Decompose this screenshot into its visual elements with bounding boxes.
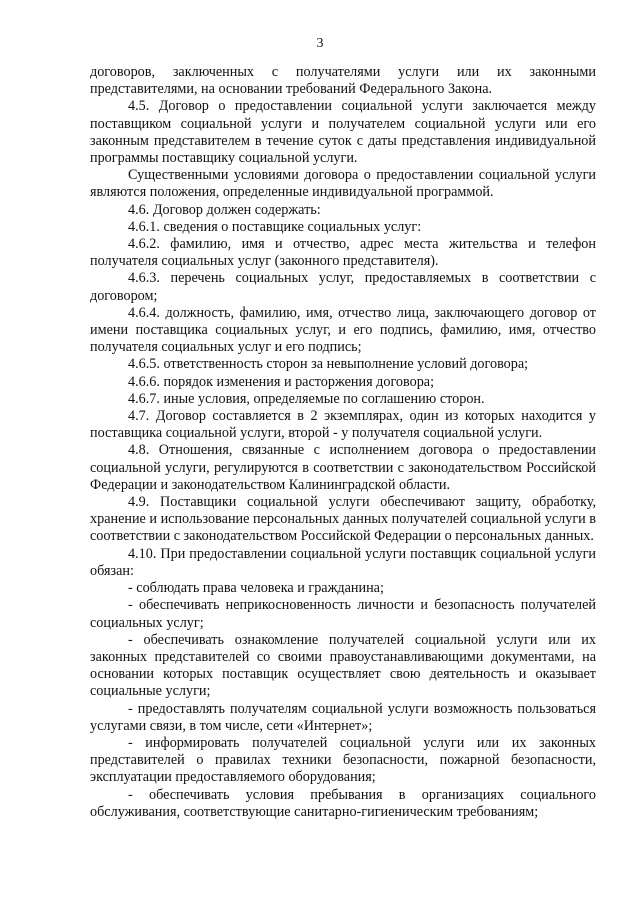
paragraph-4-8: 4.8. Отношения, связанные с исполнением договора о предоставлении социальной услуги, регулируются в соответствии с законодательством Российской Федерации и законодательством Калининградской области. (90, 442, 596, 493)
list-item: - обеспечивать неприкосновенность личности и безопасность получателей социальных услуг; (90, 597, 596, 631)
paragraph-4-6-5: 4.6.5. ответственность сторон за невыполнение условий договора; (128, 356, 529, 373)
page-number: 3 (316, 36, 324, 51)
paragraph-4-6-1: 4.6.1. сведения о поставщике социальных услуг: (128, 218, 422, 235)
paragraph-4-6: 4.6. Договор должен содержать: (128, 201, 321, 218)
list-item: - информировать получателей социальной услуги или их законных представителей о правилах техники безопасности, пожарной безопасности, эксплуатации предоставляемого оборудования; (90, 734, 596, 786)
paragraph-4-6-6: 4.6.6. порядок изменения и расторжения договора; (128, 373, 435, 390)
paragraph-4-5: 4.5. Договор о предоставлении социальной услуги заключается между поставщиком социальной услуги и получателем социальной услуги или его законным представителем в течение суток с даты представления индивидуальной программы поставщику социальной услуги. (90, 98, 596, 167)
paragraph-essential-terms: Существенными условиями договора о предоставлении социальной услуги являются положения, определенные индивидуальной программой. (90, 167, 596, 201)
list-item: - соблюдать права человека и гражданина; (128, 580, 384, 597)
list-item: - обеспечивать ознакомление получателей социальной услуги или их законных представителей со своими правоустанавливающими документами, на основании которых поставщик осуществляет свою деятельность и оказывает социальные услуги; (90, 631, 596, 700)
paragraph-4-7: 4.7. Договор составляется в 2 экземплярах, один из которых находится у поставщика социальной услуги, второй - у получателя социальной услуги. (90, 408, 596, 442)
list-item: - обеспечивать условия пребывания в организациях социального обслуживания, соответствующие санитарно-гигиеническим требованиям; (90, 786, 596, 820)
document-body (90, 64, 596, 821)
paragraph-continuation: договоров, заключенных с получателями услуги или их законными представителями, на основании требований Федерального Закона. (90, 64, 596, 98)
paragraph-4-9: 4.9. Поставщики социальной услуги обеспечивают защиту, обработку, хранение и использование персональных данных получателей социальной услуги в соответствии с законодательством Российской Федерации о персональных данных. (90, 494, 596, 545)
paragraph-4-10: 4.10. При предоставлении социальной услуги поставщик социальной услуги обязан: (90, 545, 596, 579)
paragraph-4-6-3: 4.6.3. перечень социальных услуг, предоставляемых в соответствии с договором; (90, 270, 596, 304)
list-item: - предоставлять получателям социальной услуги возможность пользоваться услугами связи, в том числе, сети «Интернет»; (90, 700, 596, 734)
paragraph-4-6-2: 4.6.2. фамилию, имя и отчество, адрес места жительства и телефон получателя социальных услуг (законного представителя). (90, 236, 596, 270)
paragraph-4-6-4: 4.6.4. должность, фамилию, имя, отчество лица, заключающего договор от имени поставщика социальных услуг, и его подпись, фамилию, имя, отчество получателя социальных услуг и его подпись; (90, 304, 596, 356)
paragraph-4-6-7: 4.6.7. иные условия, определяемые по соглашению сторон. (128, 390, 485, 407)
